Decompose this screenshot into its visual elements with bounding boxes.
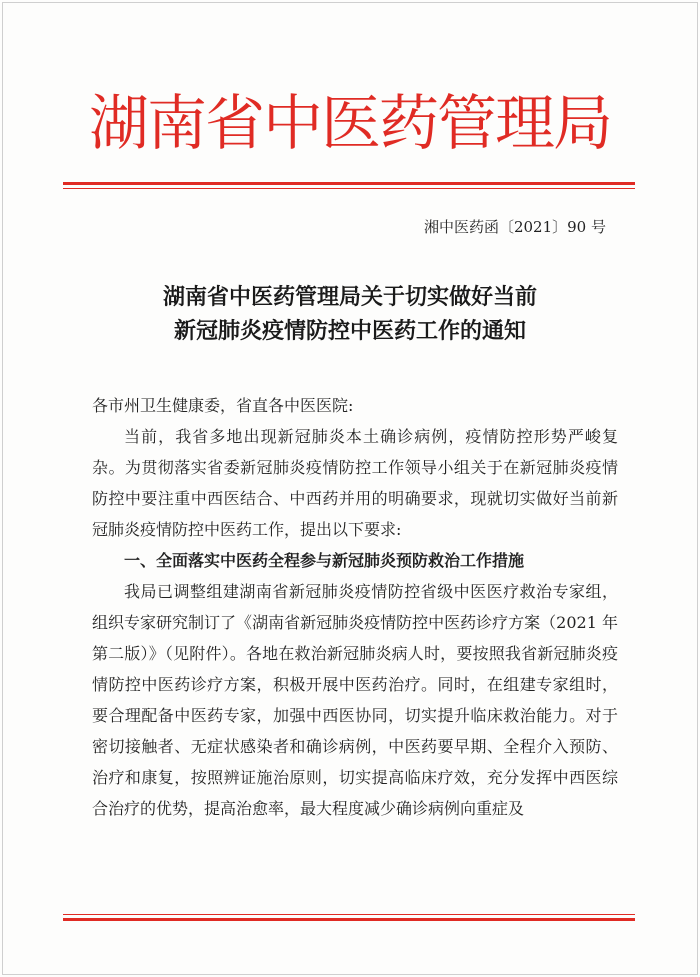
- document-body: [92, 390, 618, 824]
- footer-rule-thick: [63, 918, 635, 921]
- paragraph-section-1: 我局已调整组建湖南省新冠肺炎疫情防控省级中医医疗救治专家组，组织专家研究制订了《湖南省新冠肺炎疫情防控中医药诊疗方案（2021 年第二版）》（见附件）。各地在救治新冠肺炎病人时，要按照我省新冠肺炎疫情防控中医药诊疗方案，积极开展中医药治疗。同时，在组建专家组时，要合理配备中医药专家，加强中西医协同，切实提升临床救治能力。对于密切接触者、无症状感染者和确诊病例，中医药要早期、全程介入预防、治疗和康复，按照辨证施治原则，切实提高临床疗效，充分发挥中西医综合治疗的优势，提高治愈率，最大程度减少确诊病例向重症及: [92, 582, 618, 818]
- title-line-1: 湖南省中医药管理局关于切实做好当前: [162, 284, 537, 310]
- footer-rule-thin: [63, 914, 635, 915]
- section-heading-1: 一、全面落实中医药全程参与新冠肺炎预防救治工作措施: [124, 551, 525, 570]
- paragraph-intro: 当前，我省多地出现新冠肺炎本土确诊病例，疫情防控形势严峻复杂。为贯彻落实省委新冠肺炎疫情防控工作领导小组关于在新冠肺炎疫情防控中要注重中西医结合、中西药并用的明确要求，现就切实做好当前新冠肺炎疫情防控中医药工作，提出以下要求:: [92, 427, 618, 539]
- salutation: 各市州卫生健康委，省直各中医医院:: [92, 396, 354, 415]
- title-line-2: 新冠肺炎疫情防控中医药工作的通知: [173, 318, 526, 344]
- document-number: 湘中医药函〔2021〕90 号: [423, 218, 606, 236]
- agency-header: 湖南省中医药管理局: [89, 89, 611, 159]
- header-rule-thin: [63, 188, 635, 189]
- header-rule-thick: [63, 182, 635, 185]
- document-title: [0, 280, 700, 348]
